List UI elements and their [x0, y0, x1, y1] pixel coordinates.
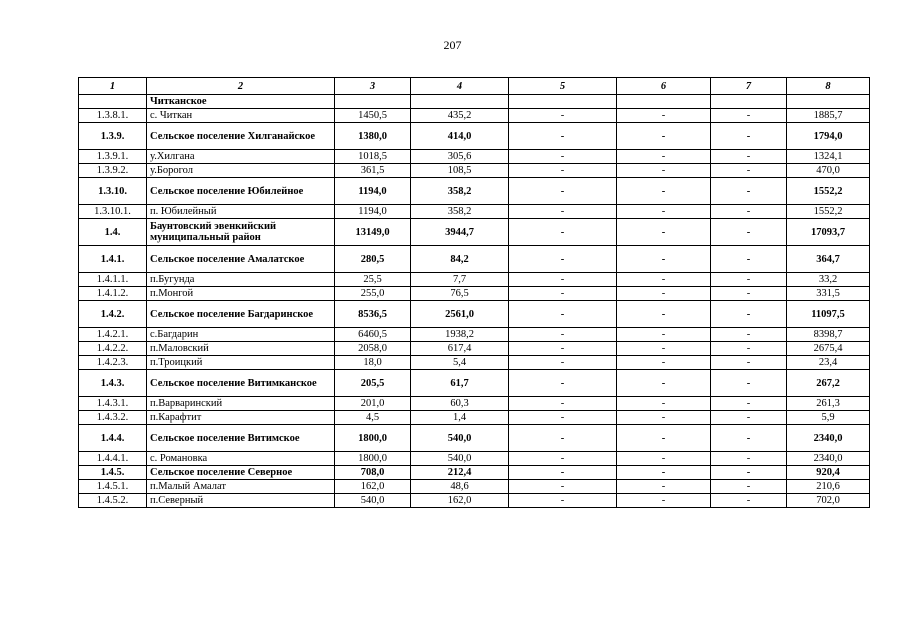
table-row	[79, 205, 870, 219]
row-value-5: -	[509, 219, 617, 246]
row-code: 1.4.2.2.	[79, 342, 147, 356]
row-total: 23,4	[787, 356, 870, 370]
table-row	[79, 397, 870, 411]
row-value-5: -	[509, 273, 617, 287]
row-value-7: -	[711, 109, 787, 123]
row-code: 1.3.8.1.	[79, 109, 147, 123]
row-value-7: -	[711, 164, 787, 178]
row-name: у.Борогол	[147, 164, 335, 178]
row-value-7	[711, 95, 787, 109]
row-value-4: 617,4	[411, 342, 509, 356]
row-code: 1.4.5.2.	[79, 494, 147, 508]
row-total: 210,6	[787, 480, 870, 494]
row-value-3: 1194,0	[335, 205, 411, 219]
table-row	[79, 466, 870, 480]
row-total: 1885,7	[787, 109, 870, 123]
table-row	[79, 109, 870, 123]
row-value-3: 162,0	[335, 480, 411, 494]
table-header	[79, 78, 870, 95]
row-total: 261,3	[787, 397, 870, 411]
row-value-6: -	[617, 328, 711, 342]
row-code: 1.4.2.	[79, 301, 147, 328]
row-value-6: -	[617, 480, 711, 494]
row-code	[79, 95, 147, 109]
header-row	[79, 78, 870, 95]
row-value-4: 162,0	[411, 494, 509, 508]
row-value-3	[335, 95, 411, 109]
row-value-4: 305,6	[411, 150, 509, 164]
row-value-3: 1018,5	[335, 150, 411, 164]
row-value-7: -	[711, 356, 787, 370]
table-row	[79, 356, 870, 370]
row-name: Сельское поселение Багдаринское	[147, 301, 335, 328]
row-value-3: 255,0	[335, 287, 411, 301]
table-row	[79, 273, 870, 287]
row-value-4: 84,2	[411, 246, 509, 273]
row-value-7: -	[711, 219, 787, 246]
row-value-4: 48,6	[411, 480, 509, 494]
table-row	[79, 301, 870, 328]
row-value-3: 6460,5	[335, 328, 411, 342]
row-value-3: 540,0	[335, 494, 411, 508]
row-value-5: -	[509, 425, 617, 452]
row-value-7: -	[711, 273, 787, 287]
table-row	[79, 95, 870, 109]
row-value-5: -	[509, 178, 617, 205]
row-code: 1.4.1.	[79, 246, 147, 273]
row-name: с. Читкан	[147, 109, 335, 123]
row-value-7: -	[711, 411, 787, 425]
table-row	[79, 164, 870, 178]
row-value-3: 1800,0	[335, 425, 411, 452]
row-value-4: 7,7	[411, 273, 509, 287]
row-code: 1.4.5.1.	[79, 480, 147, 494]
row-total: 267,2	[787, 370, 870, 397]
row-total: 1552,2	[787, 178, 870, 205]
row-code: 1.3.10.1.	[79, 205, 147, 219]
row-value-5: -	[509, 342, 617, 356]
table-row	[79, 411, 870, 425]
row-value-6: -	[617, 370, 711, 397]
row-value-3: 2058,0	[335, 342, 411, 356]
row-code: 1.3.9.2.	[79, 164, 147, 178]
row-value-7: -	[711, 287, 787, 301]
row-code: 1.4.1.1.	[79, 273, 147, 287]
row-value-3: 1800,0	[335, 452, 411, 466]
row-value-3: 201,0	[335, 397, 411, 411]
row-name: п. Юбилейный	[147, 205, 335, 219]
row-value-5: -	[509, 370, 617, 397]
row-value-4: 540,0	[411, 452, 509, 466]
row-value-7: -	[711, 480, 787, 494]
row-total: 1794,0	[787, 123, 870, 150]
table-row	[79, 328, 870, 342]
row-value-4: 1938,2	[411, 328, 509, 342]
row-value-6: -	[617, 411, 711, 425]
row-value-4: 1,4	[411, 411, 509, 425]
table-row	[79, 370, 870, 397]
settlement-data-table	[78, 77, 870, 508]
row-name: Сельское поселение Витимское	[147, 425, 335, 452]
row-value-4: 3944,7	[411, 219, 509, 246]
row-value-3: 18,0	[335, 356, 411, 370]
row-value-5: -	[509, 205, 617, 219]
header-col-3: 3	[335, 78, 411, 95]
row-total: 470,0	[787, 164, 870, 178]
row-value-6: -	[617, 246, 711, 273]
row-code: 1.4.3.1.	[79, 397, 147, 411]
row-value-7: -	[711, 178, 787, 205]
header-col-5: 5	[509, 78, 617, 95]
row-value-3: 280,5	[335, 246, 411, 273]
row-value-7: -	[711, 205, 787, 219]
row-value-5: -	[509, 287, 617, 301]
header-col-7: 7	[711, 78, 787, 95]
row-value-6: -	[617, 219, 711, 246]
row-value-7: -	[711, 466, 787, 480]
row-value-6: -	[617, 287, 711, 301]
row-value-5: -	[509, 356, 617, 370]
row-name: с.Багдарин	[147, 328, 335, 342]
row-value-4	[411, 95, 509, 109]
row-code: 1.3.9.1.	[79, 150, 147, 164]
header-col-4: 4	[411, 78, 509, 95]
row-name: п.Троицкий	[147, 356, 335, 370]
table-row	[79, 287, 870, 301]
row-value-5: -	[509, 397, 617, 411]
row-total: 5,9	[787, 411, 870, 425]
row-name: п.Монгой	[147, 287, 335, 301]
row-value-3: 1450,5	[335, 109, 411, 123]
row-value-5: -	[509, 246, 617, 273]
row-value-5: -	[509, 301, 617, 328]
row-value-5: -	[509, 494, 617, 508]
row-value-6: -	[617, 494, 711, 508]
row-total: 17093,7	[787, 219, 870, 246]
table-body	[79, 95, 870, 508]
row-value-3: 1380,0	[335, 123, 411, 150]
row-value-6: -	[617, 150, 711, 164]
table-row	[79, 178, 870, 205]
row-name: п.Карафтит	[147, 411, 335, 425]
header-col-8: 8	[787, 78, 870, 95]
row-value-5: -	[509, 452, 617, 466]
row-code: 1.4.5.	[79, 466, 147, 480]
row-name: п.Малый Амалат	[147, 480, 335, 494]
row-value-3: 1194,0	[335, 178, 411, 205]
row-value-5: -	[509, 328, 617, 342]
row-value-5	[509, 95, 617, 109]
row-value-6: -	[617, 164, 711, 178]
row-value-3: 8536,5	[335, 301, 411, 328]
row-total: 702,0	[787, 494, 870, 508]
row-code: 1.4.2.3.	[79, 356, 147, 370]
row-value-7: -	[711, 370, 787, 397]
row-value-7: -	[711, 328, 787, 342]
row-name: у.Хилгана	[147, 150, 335, 164]
row-code: 1.4.	[79, 219, 147, 246]
row-total: 8398,7	[787, 328, 870, 342]
row-value-7: -	[711, 301, 787, 328]
row-code: 1.4.2.1.	[79, 328, 147, 342]
row-value-3: 361,5	[335, 164, 411, 178]
row-code: 1.3.9.	[79, 123, 147, 150]
row-name: п.Варваринский	[147, 397, 335, 411]
row-total: 2340,0	[787, 425, 870, 452]
table-row	[79, 480, 870, 494]
row-total: 2340,0	[787, 452, 870, 466]
row-value-6: -	[617, 205, 711, 219]
row-value-3: 708,0	[335, 466, 411, 480]
header-col-6: 6	[617, 78, 711, 95]
row-name: Сельское поселение Витимканское	[147, 370, 335, 397]
row-value-5: -	[509, 411, 617, 425]
row-total: 11097,5	[787, 301, 870, 328]
row-code: 1.4.3.2.	[79, 411, 147, 425]
row-value-4: 212,4	[411, 466, 509, 480]
row-value-5: -	[509, 109, 617, 123]
table-row	[79, 246, 870, 273]
row-code: 1.4.4.	[79, 425, 147, 452]
row-code: 1.4.3.	[79, 370, 147, 397]
row-value-5: -	[509, 123, 617, 150]
row-value-6: -	[617, 425, 711, 452]
row-value-3: 13149,0	[335, 219, 411, 246]
row-total: 1324,1	[787, 150, 870, 164]
row-value-6: -	[617, 123, 711, 150]
row-name: Сельское поселение Амалатское	[147, 246, 335, 273]
row-name: Сельское поселение Северное	[147, 466, 335, 480]
table-row	[79, 123, 870, 150]
row-value-3: 205,5	[335, 370, 411, 397]
row-value-3: 4,5	[335, 411, 411, 425]
row-name: п.Бугунда	[147, 273, 335, 287]
table-row	[79, 150, 870, 164]
row-value-6: -	[617, 273, 711, 287]
row-total: 331,5	[787, 287, 870, 301]
row-value-4: 435,2	[411, 109, 509, 123]
row-value-5: -	[509, 150, 617, 164]
row-value-6: -	[617, 452, 711, 466]
row-name: п.Маловский	[147, 342, 335, 356]
row-value-7: -	[711, 246, 787, 273]
row-value-3: 25,5	[335, 273, 411, 287]
page-number: 207	[443, 38, 462, 52]
row-name: Сельское поселение Юбилейное	[147, 178, 335, 205]
table-row	[79, 425, 870, 452]
row-total: 364,7	[787, 246, 870, 273]
row-value-5: -	[509, 164, 617, 178]
row-total: 2675,4	[787, 342, 870, 356]
header-col-2: 2	[147, 78, 335, 95]
row-value-7: -	[711, 397, 787, 411]
table-row	[79, 452, 870, 466]
row-value-4: 61,7	[411, 370, 509, 397]
table-row	[79, 219, 870, 246]
row-total: 1552,2	[787, 205, 870, 219]
row-value-4: 108,5	[411, 164, 509, 178]
row-name: Сельское поселение Хилганайское	[147, 123, 335, 150]
row-value-4: 414,0	[411, 123, 509, 150]
row-value-6: -	[617, 109, 711, 123]
row-value-6: -	[617, 356, 711, 370]
row-value-7: -	[711, 425, 787, 452]
row-total: 33,2	[787, 273, 870, 287]
row-value-6: -	[617, 178, 711, 205]
row-name: Читканское	[147, 95, 335, 109]
table-row	[79, 342, 870, 356]
row-value-6: -	[617, 301, 711, 328]
row-value-4: 2561,0	[411, 301, 509, 328]
row-value-7: -	[711, 342, 787, 356]
row-value-7: -	[711, 123, 787, 150]
row-total	[787, 95, 870, 109]
row-value-5: -	[509, 466, 617, 480]
header-col-1: 1	[79, 78, 147, 95]
row-value-6	[617, 95, 711, 109]
row-value-6: -	[617, 342, 711, 356]
row-value-4: 5,4	[411, 356, 509, 370]
row-value-7: -	[711, 150, 787, 164]
row-total: 920,4	[787, 466, 870, 480]
row-name: с. Романовка	[147, 452, 335, 466]
row-value-4: 540,0	[411, 425, 509, 452]
row-code: 1.4.1.2.	[79, 287, 147, 301]
row-value-4: 358,2	[411, 178, 509, 205]
row-code: 1.4.4.1.	[79, 452, 147, 466]
row-value-6: -	[617, 466, 711, 480]
row-value-4: 358,2	[411, 205, 509, 219]
row-value-7: -	[711, 494, 787, 508]
row-value-5: -	[509, 480, 617, 494]
row-name: Баунтовский эвенкийский муниципальный район	[147, 219, 335, 246]
row-value-6: -	[617, 397, 711, 411]
row-value-4: 76,5	[411, 287, 509, 301]
table-row	[79, 494, 870, 508]
row-value-4: 60,3	[411, 397, 509, 411]
row-name: п.Северный	[147, 494, 335, 508]
row-value-7: -	[711, 452, 787, 466]
row-code: 1.3.10.	[79, 178, 147, 205]
